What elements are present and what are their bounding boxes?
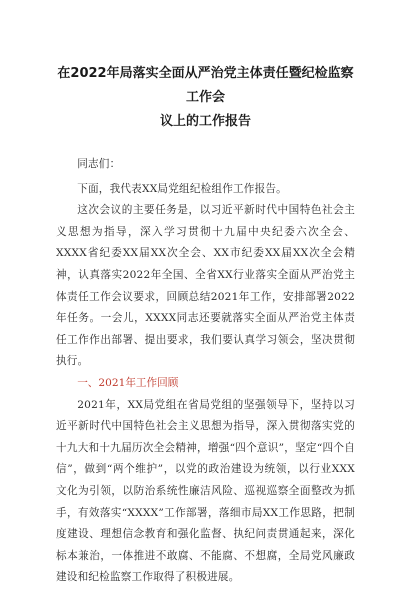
title-line-1: 在2022年局落实全面从严治党主体责任暨纪检监察工作会	[57, 66, 354, 105]
document-title	[56, 62, 355, 134]
paragraph-intro: 下面，我代表XX局党组纪检组作工作报告。	[77, 182, 287, 195]
section-heading-2021-review: 一、2021年工作回顾	[77, 376, 179, 389]
paragraph-meeting-tasks: 这次会议的主要任务是，以习近平新时代中国特色社会主义思想为指导，深入学习贯彻十九届中央纪委六次全会、XXXX省纪委XX届XX次全会、XX市纪委XX届XX次全会精神，认真落实2022年全国、全省XX行业落实全面从严治党主体责任工作会议要求，回顾总结2021年工作，安排部署2022年任务。一会儿，XXXX同志还要就落实全面从严治党主体责任工作作出部署、提出要求，我们要认真学习领会，坚决贯彻执行。	[56, 204, 355, 368]
salutation: 同志们：	[77, 158, 121, 170]
title-line-2: 议上的工作报告	[159, 114, 251, 129]
paragraph-2021-review: 2021年，XX局党组在省局党组的坚强领导下，坚持以习近平新时代中国特色社会主义思想为指导，深入贯彻落实党的十九大和十九届历次全会精神，增强“四个意识”，坚定“四个自信”，做到“两个维护”，以党的政治建设为统领，以行业XXX文化为引领，以防治系统性廉洁风险、巡视巡察全面整改为抓手，有效落实“XXXX”工作部署，落细市局XX工作思路，把制度建设、理想信念教育和强化监督、执纪问责贯通起来，深化标本兼治，一体推进不敢腐、不能腐、不想腐，全局党风廉政建设和纪检监察工作取得了积极进展。	[56, 398, 355, 584]
